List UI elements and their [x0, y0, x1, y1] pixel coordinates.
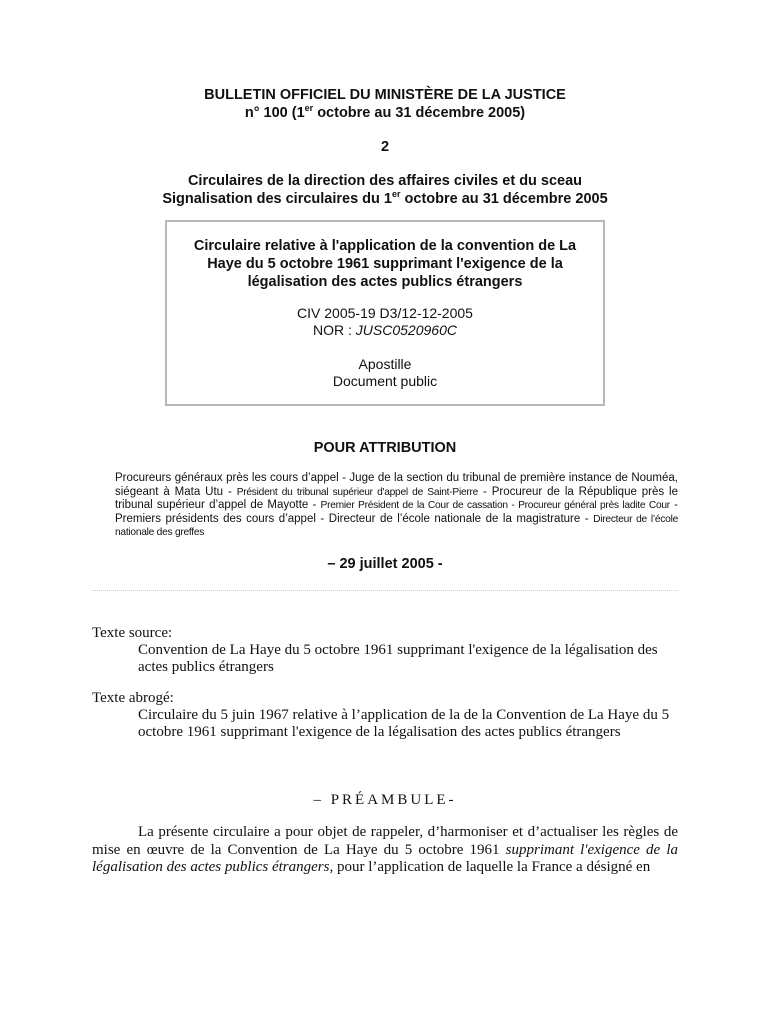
separator-line: [92, 590, 678, 591]
circular-date: – 29 juillet 2005 -: [327, 556, 443, 572]
texte-source-text: Convention de La Haye du 5 octobre 1961 supprimant l'exigence de la légalisation des actes publics étrangers: [138, 642, 658, 675]
attribution-title: POUR ATTRIBUTION: [313, 440, 457, 456]
texte-abroge-text: Circulaire du 5 juin 1967 relative à l’application de la de la Convention de La Haye du 5 octobre 1961 supprimant l'exigence de la légalisation des actes publics étrangers: [138, 707, 670, 740]
direction-title: Circulaires de la direction des affaires civiles et du sceau: [187, 173, 583, 189]
bulletin-header: [0, 86, 770, 208]
bulletin-title: BULLETIN OFFICIEL DU MINISTÈRE DE LA JUSTICE: [204, 87, 566, 103]
preambule-paragraph: La présente circulaire a pour objet de rappeler, d’harmoniser et d’actualiser les règles de mise en œuvre de la Convention de La Haye du 5 octobre 1961 supprimant l'exigence de la légalisation des actes publics étrangers, pour l’application de laquelle la France a désigné en: [92, 824, 679, 875]
texte-abroge-label: Texte abrogé:: [92, 690, 174, 706]
circular-summary-box: [165, 220, 605, 406]
section-number: 2: [380, 139, 390, 155]
circular-title: Circulaire relative à l'application de la convention de La Haye du 5 octobre 1961 supprimant l'exigence de la légalisation des actes publics étrangers: [193, 238, 577, 290]
signalisation-title: Signalisation des circulaires du 1er octobre au 31 décembre 2005: [162, 189, 608, 207]
nor-code: NOR : JUSC0520960C: [313, 322, 457, 338]
bulletin-issue: n° 100 (1er octobre au 31 décembre 2005): [244, 103, 526, 121]
texte-source: [92, 625, 678, 676]
circular-keywords: Apostille Document public: [332, 356, 438, 389]
recipients-list: Procureurs généraux près les cours d’appel - Juge de la section du tribunal de première instance de Nouméa, siégeant à Mata Utu - Président du tribunal supérieur d'appel de Saint-Pierre - Procureur de la République près le tribunal supérieur d’appel de Mayotte - Premier Président de la Cour de cassation - Procureur général près ladite Cour - Premiers présidents des cours d’appel - Directeur de l’école nationale de la magistrature - Directeur de l’école nationale des greffes: [115, 472, 678, 538]
texte-source-label: Texte source:: [92, 625, 173, 641]
texte-abroge: [92, 690, 678, 741]
circular-reference: CIV 2005-19 D3/12-12-2005 NOR : JUSC0520960C: [167, 305, 603, 339]
preambule-title: – PRÉAMBULE-: [313, 792, 457, 808]
